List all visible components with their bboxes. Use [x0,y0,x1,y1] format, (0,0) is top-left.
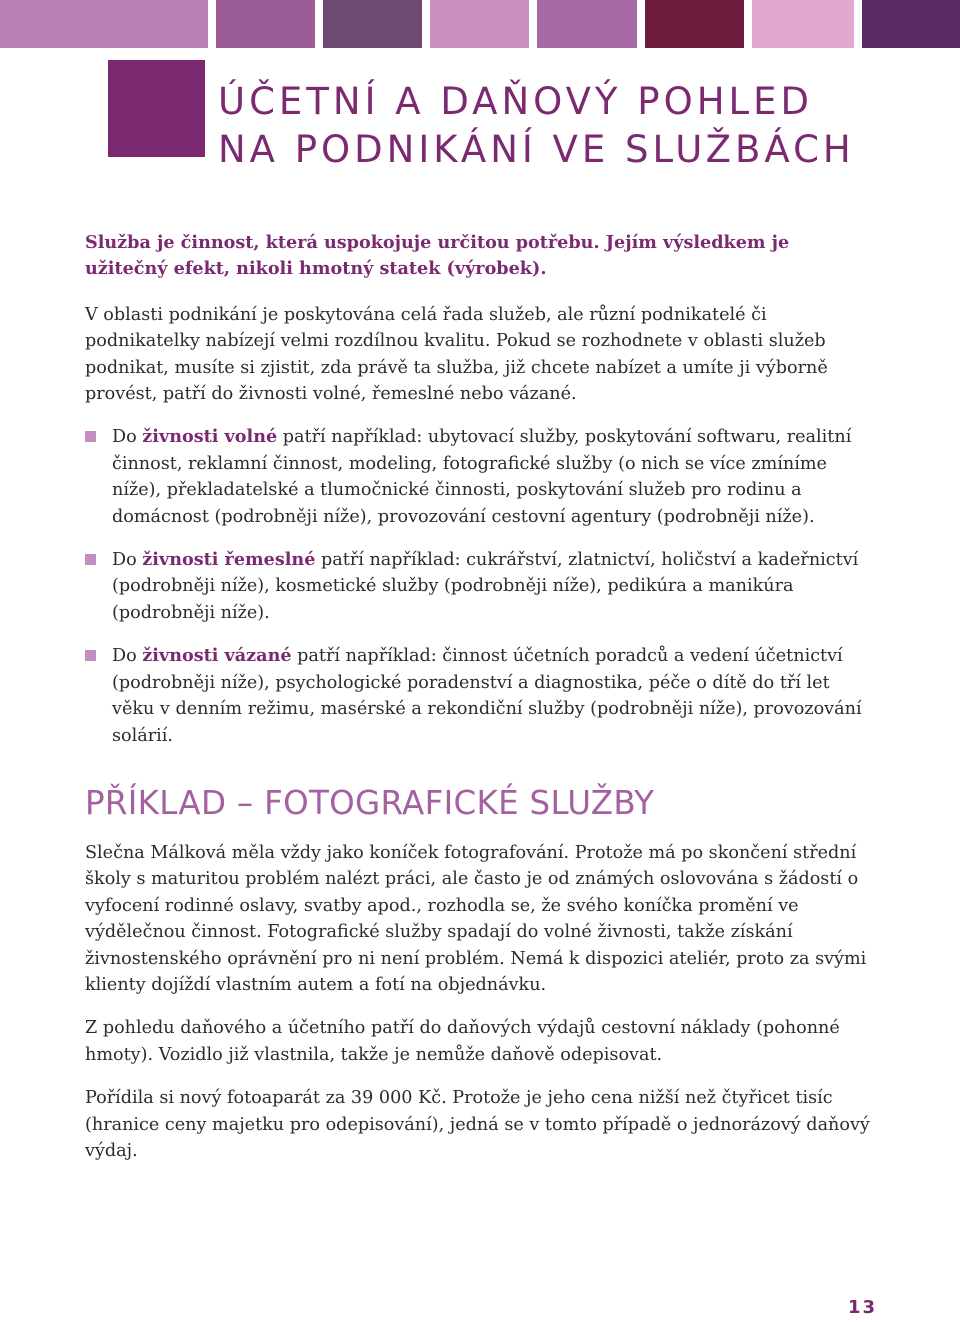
bullet-prefix: Do [112,550,143,571]
bullet-term: živnosti volné [142,426,278,448]
color-block [0,0,208,48]
color-block [323,0,422,48]
intro-paragraph: V oblasti podnikání je poskytována celá řada služeb, ale různí podnikatelé či podnikatelky nabízejí velmi rozdílnou kvalitu. Pokud se rozhodnete v oblasti služeb podnikat, musíte si zjistit, zda právě ta služba, již chcete nabízet a umíte ji výborně provést, patří do živnosti volné, řemeslné nebo vázané. [85,304,828,405]
example-paragraph: Slečna Málková měla vždy jako koníček fotografování. Protože má po skončení střední školy s maturitou problém nalézt práci, ale často je od známých oslovována s žádostí o vyfocení rodinné oslavy, svatby apod., rozhodla se, že svého koníčka promění ve výdělečnou činnost. Fotografické služby spadají do volné živnosti, takže získání živnostenského oprávnění pro ni není problém. Nemá k dispozici ateliér, proto za svými klienty dojíždí vlastním autem a fotí na objednávku. [85,842,867,995]
color-block [537,0,637,48]
list-item [85,547,875,626]
example-paragraph: Pořídila si nový fotoaparát za 39 000 Kč. Protože je jeho cena nižší než čtyřicet tisíc (hranice ceny majetku pro odepisování), jedná se v tomto případě o jednorázový daňový výdaj. [85,1088,870,1161]
example-paragraph: Z pohledu daňového a účetního patří do daňových výdajů cestovní náklady (pohonné hmoty). Vozidlo již vlastnila, takže je nemůže daňově odepisovat. [85,1018,840,1065]
color-block [862,0,960,48]
list-item [85,424,875,530]
color-block [216,0,315,48]
list-item [85,643,875,749]
title-accent-square [108,60,205,157]
bullet-square-icon [85,554,96,565]
example-heading: PŘÍKLAD – FOTOGRAFICKÉ SLUŽBY [85,783,655,822]
trade-types-list [85,424,875,748]
color-block [645,0,744,48]
bullet-term: živnosti vázané [142,645,292,667]
bullet-prefix: Do [112,427,143,448]
lead-paragraph: Služba je činnost, která uspokojuje určitou potřebu. Jejím výsledkem je užitečný efekt, nikoli hmotný statek (výrobek). [85,232,790,280]
bullet-text: patří například: činnost účetních poradců a vedení účetnictví (podrobněji níže), psychologické poradenství a diagnostika, péče o dítě do tří let věku v denním režimu, masérské a rekondiční služby (podrobněji níže), provozování solárií. [112,646,862,746]
page-content [85,230,875,1181]
page-title-line1: ÚČETNÍ A DAŇOVÝ POHLED [218,80,814,123]
color-block [430,0,529,48]
bullet-square-icon [85,431,96,442]
bullet-text: patří například: cukrářství, zlatnictví, holičství a kadeřnictví (podrobněji níže), kosmetické služby (podrobněji níže), pedikúra a manikúra (podrobněji níže). [112,550,859,623]
bullet-square-icon [85,650,96,661]
bullet-text: patří například: ubytovací služby, poskytování softwaru, realitní činnost, reklamní činnost, modeling, fotografické služby (o nich se více zmíníme níže), překladatelské a tlumočnické činnosti, poskytování služeb pro rodinu a domácnost (podrobněji níže), provozování cestovní agentury (podrobněji níže). [112,427,852,527]
example-body [85,840,875,1164]
page-title [218,78,855,174]
bullet-term: živnosti řemeslné [142,549,316,571]
decorative-color-bar [0,0,960,48]
page-title-line2: NA PODNIKÁNÍ VE SLUŽBÁCH [218,128,855,171]
page-number: 13 [847,1297,877,1318]
color-block [752,0,854,48]
bullet-prefix: Do [112,646,143,667]
